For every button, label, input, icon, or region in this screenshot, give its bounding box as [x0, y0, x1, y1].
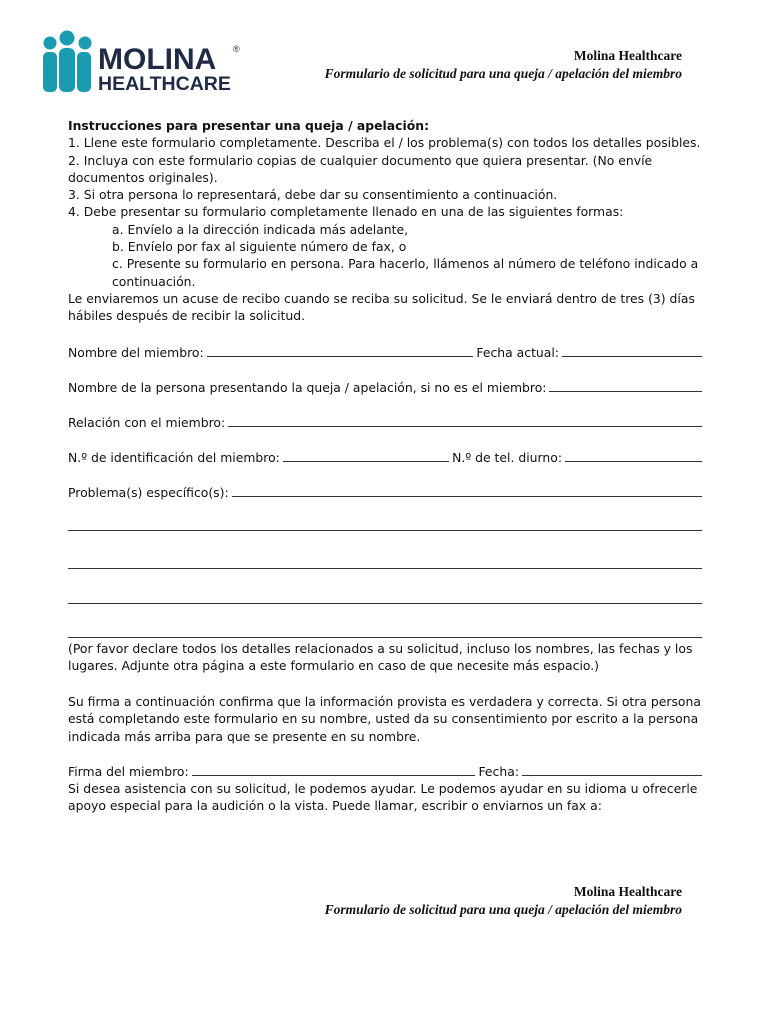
signature-field[interactable]: [192, 763, 476, 776]
header-org: Molina Healthcare: [573, 48, 682, 63]
assistance-note-text: Si desea asistencia con su solicitud, le podemos ayudar. Le podemos ayudar en su idioma u ofrecerle apoyo especial para la audición o la vista. Puede llamar, escribir o enviarnos un fax a:: [68, 781, 698, 814]
instruction-subitem: b. Envíelo por fax al siguiente número de fax, o: [112, 239, 407, 255]
relationship-row: [68, 414, 702, 431]
problems-line[interactable]: [68, 567, 702, 569]
instruction-subitem: a. Envíelo a la dirección indicada más adelante,: [112, 221, 409, 237]
footer-org: Molina Healthcare: [573, 884, 682, 899]
day-phone-field[interactable]: [565, 449, 702, 462]
current-date-label: Fecha actual:: [476, 345, 559, 360]
member-name-label: Nombre del miembro:: [68, 345, 204, 360]
day-phone-label: N.º de tel. diurno:: [452, 450, 562, 465]
header-title: Formulario de solicitud para una queja / apelación del miembro: [324, 66, 682, 81]
member-id-row: [68, 449, 702, 466]
instruction-subitem: c. Presente su formulario en persona. Para hacerlo, llámenos al número de teléfono indicado a continuación.: [112, 256, 699, 289]
problems-row: [68, 484, 702, 501]
member-id-field[interactable]: [283, 449, 449, 462]
signature-date-label: Fecha:: [478, 764, 519, 779]
acknowledgement-text: Le enviaremos un acuse de recibo cuando se reciba su solicitud. Se le enviará dentro de tres (3) días hábiles después de recibir la solicitud.: [68, 290, 695, 324]
logo-wordmark-healthcare: HEALTHCARE: [98, 73, 231, 94]
signature-row: [68, 763, 702, 780]
presenter-name-field[interactable]: [549, 379, 702, 392]
problems-line[interactable]: [68, 529, 702, 531]
assistance-note: [68, 780, 702, 815]
consent-note-text: Su firma a continuación confirma que la información provista es verdadera y correcta. Si otra persona está completando este formulario en su nombre, usted da su consentimiento por escrito a la persona indicada más arriba para que se presente en su nombre.: [68, 694, 701, 744]
signature-date-field[interactable]: [522, 763, 702, 776]
problems-field[interactable]: [232, 484, 702, 497]
instructions-section: [68, 117, 708, 325]
molina-logo: [40, 30, 245, 94]
problems-line[interactable]: [68, 636, 702, 638]
problems-label: Problema(s) específico(s):: [68, 485, 229, 500]
details-note: [68, 640, 702, 675]
signature-label: Firma del miembro:: [68, 764, 189, 779]
instruction-item: 1. Llene este formulario completamente. Describa el / los problema(s) con todos los detalles posibles.: [68, 135, 701, 151]
svg-text:®: ®: [233, 44, 240, 54]
instruction-item: 4. Debe presentar su formulario completamente llenado en una de las siguientes formas:: [68, 204, 624, 220]
relationship-field[interactable]: [228, 414, 702, 427]
instruction-item: 2. Incluya con este formulario copias de cualquier documento que quiera presentar. (No envíe documentos originales).: [68, 152, 653, 185]
member-name-row: [68, 344, 702, 361]
relationship-label: Relación con el miembro:: [68, 415, 226, 430]
instructions-title: Instrucciones para presentar una queja / apelación:: [68, 118, 430, 133]
member-id-label: N.º de identificación del miembro:: [68, 450, 280, 465]
current-date-field[interactable]: [562, 344, 702, 357]
footer-title: Formulario de solicitud para una queja / apelación del miembro: [324, 902, 682, 917]
consent-note: [68, 693, 702, 745]
problems-line[interactable]: [68, 602, 702, 604]
member-name-field[interactable]: [207, 344, 474, 357]
instruction-item: 3. Si otra persona lo representará, debe dar su consentimiento a continuación.: [68, 187, 558, 203]
presenter-name-row: [68, 379, 702, 396]
presenter-name-label: Nombre de la persona presentando la queja / apelación, si no es el miembro:: [68, 380, 547, 395]
logo-wordmark-molina: MOLINA: [98, 43, 217, 76]
details-note-text: (Por favor declare todos los detalles relacionados a su solicitud, incluso los nombres, las fechas y los lugares. Adjunte otra página a este formulario en caso de que necesite más espacio.): [68, 641, 693, 674]
header-bottom: [325, 883, 682, 919]
header-top: [325, 47, 682, 83]
